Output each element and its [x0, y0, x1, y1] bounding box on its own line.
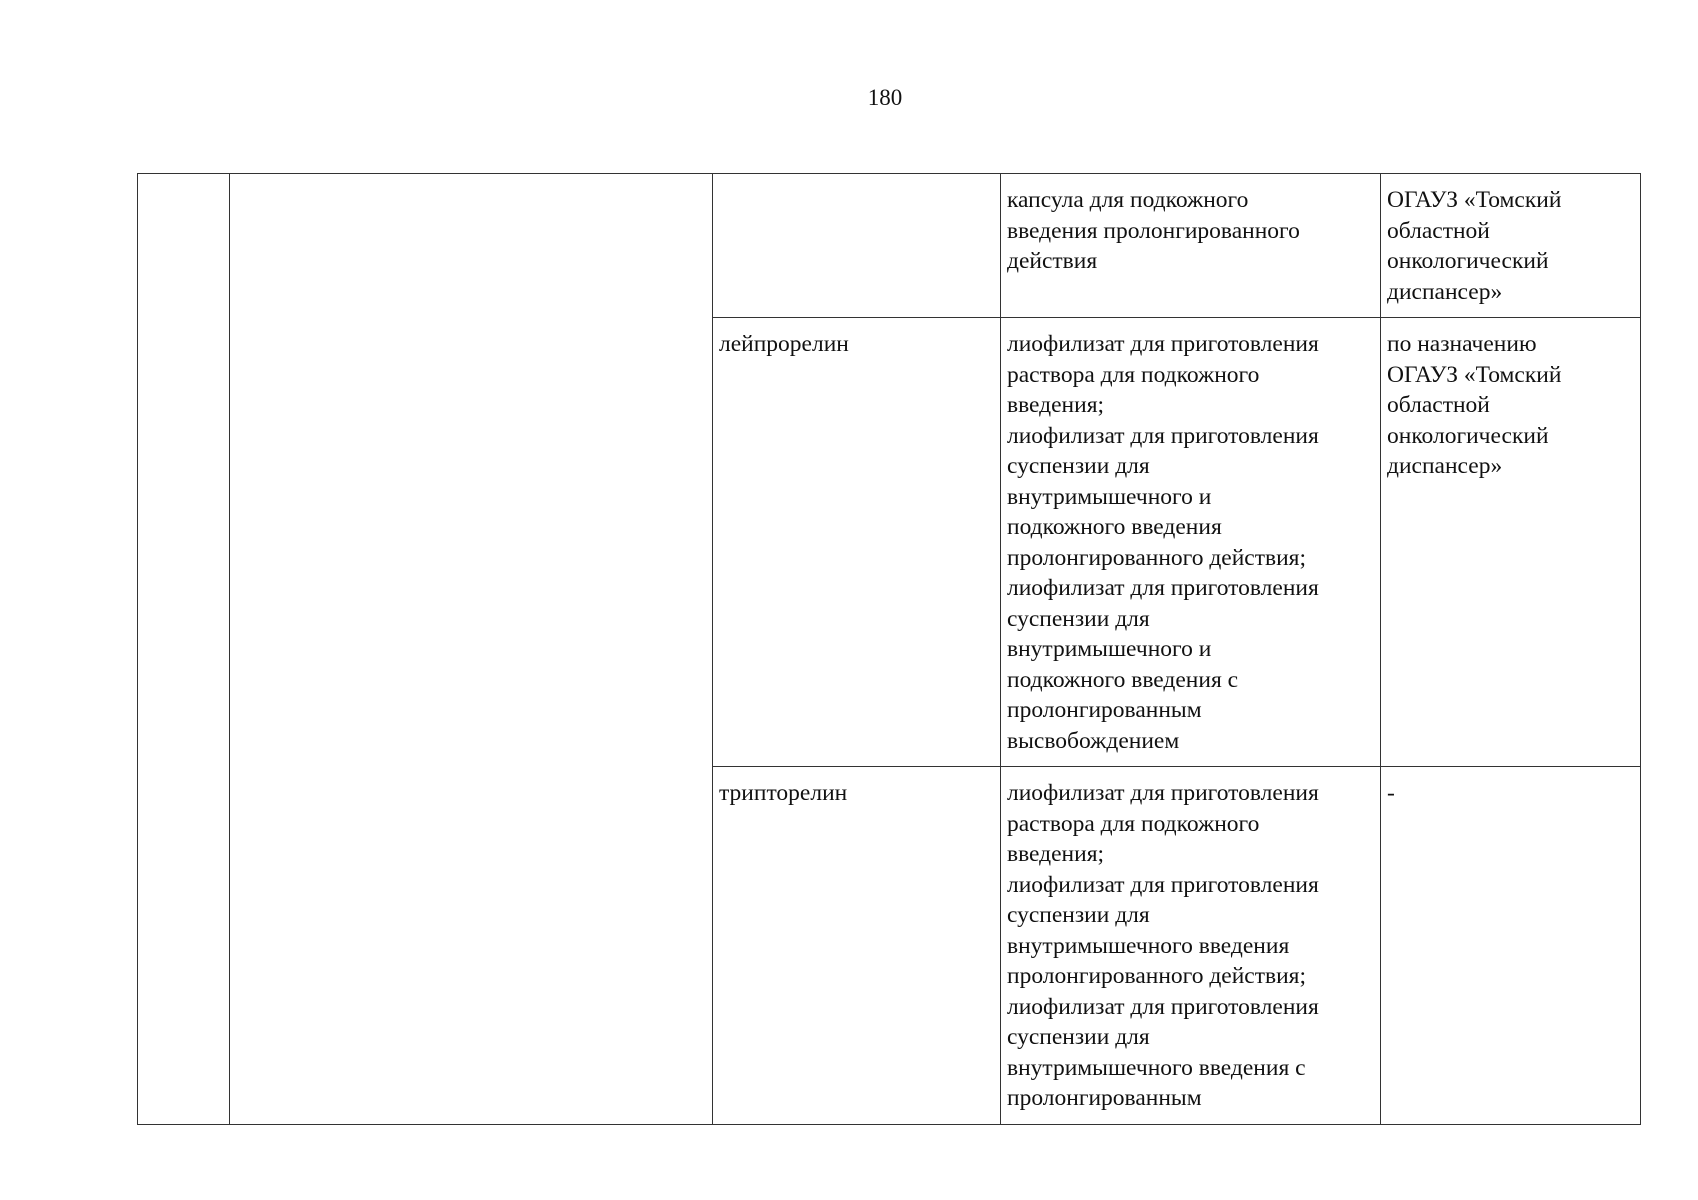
dosage-form-cell: лиофилизат для приготовления раствора для подкожного введения; лиофилизат для приготовления суспензии для внутримышечного и подкожного введения пролонгированного действия; лиофилизат для приготовления суспензии для внутримышечного и подкожного введения с пролонгированным высвобождением — [1001, 318, 1381, 767]
note-cell: - — [1381, 767, 1641, 1125]
group-cell — [230, 174, 713, 1125]
note-cell: по назначению ОГАУЗ «Томский областной онкологический диспансер» — [1381, 318, 1641, 767]
drug-name-cell — [713, 174, 1001, 318]
drug-name-cell: лейпрорелин — [713, 318, 1001, 767]
code-cell — [138, 174, 230, 1125]
page-number: 180 — [867, 85, 903, 110]
drug-table — [137, 173, 1641, 1125]
dosage-form-cell: капсула для подкожного введения пролонгированного действия — [1001, 174, 1381, 318]
drug-name-cell: трипторелин — [713, 767, 1001, 1125]
table-row — [138, 174, 1641, 318]
note-cell: ОГАУЗ «Томский областной онкологический диспансер» — [1381, 174, 1641, 318]
dosage-form-cell: лиофилизат для приготовления раствора для подкожного введения; лиофилизат для приготовления суспензии для внутримышечного введения пролонгированного действия; лиофилизат для приготовления суспензии для внутримышечного введения с пролонгированным — [1001, 767, 1381, 1125]
